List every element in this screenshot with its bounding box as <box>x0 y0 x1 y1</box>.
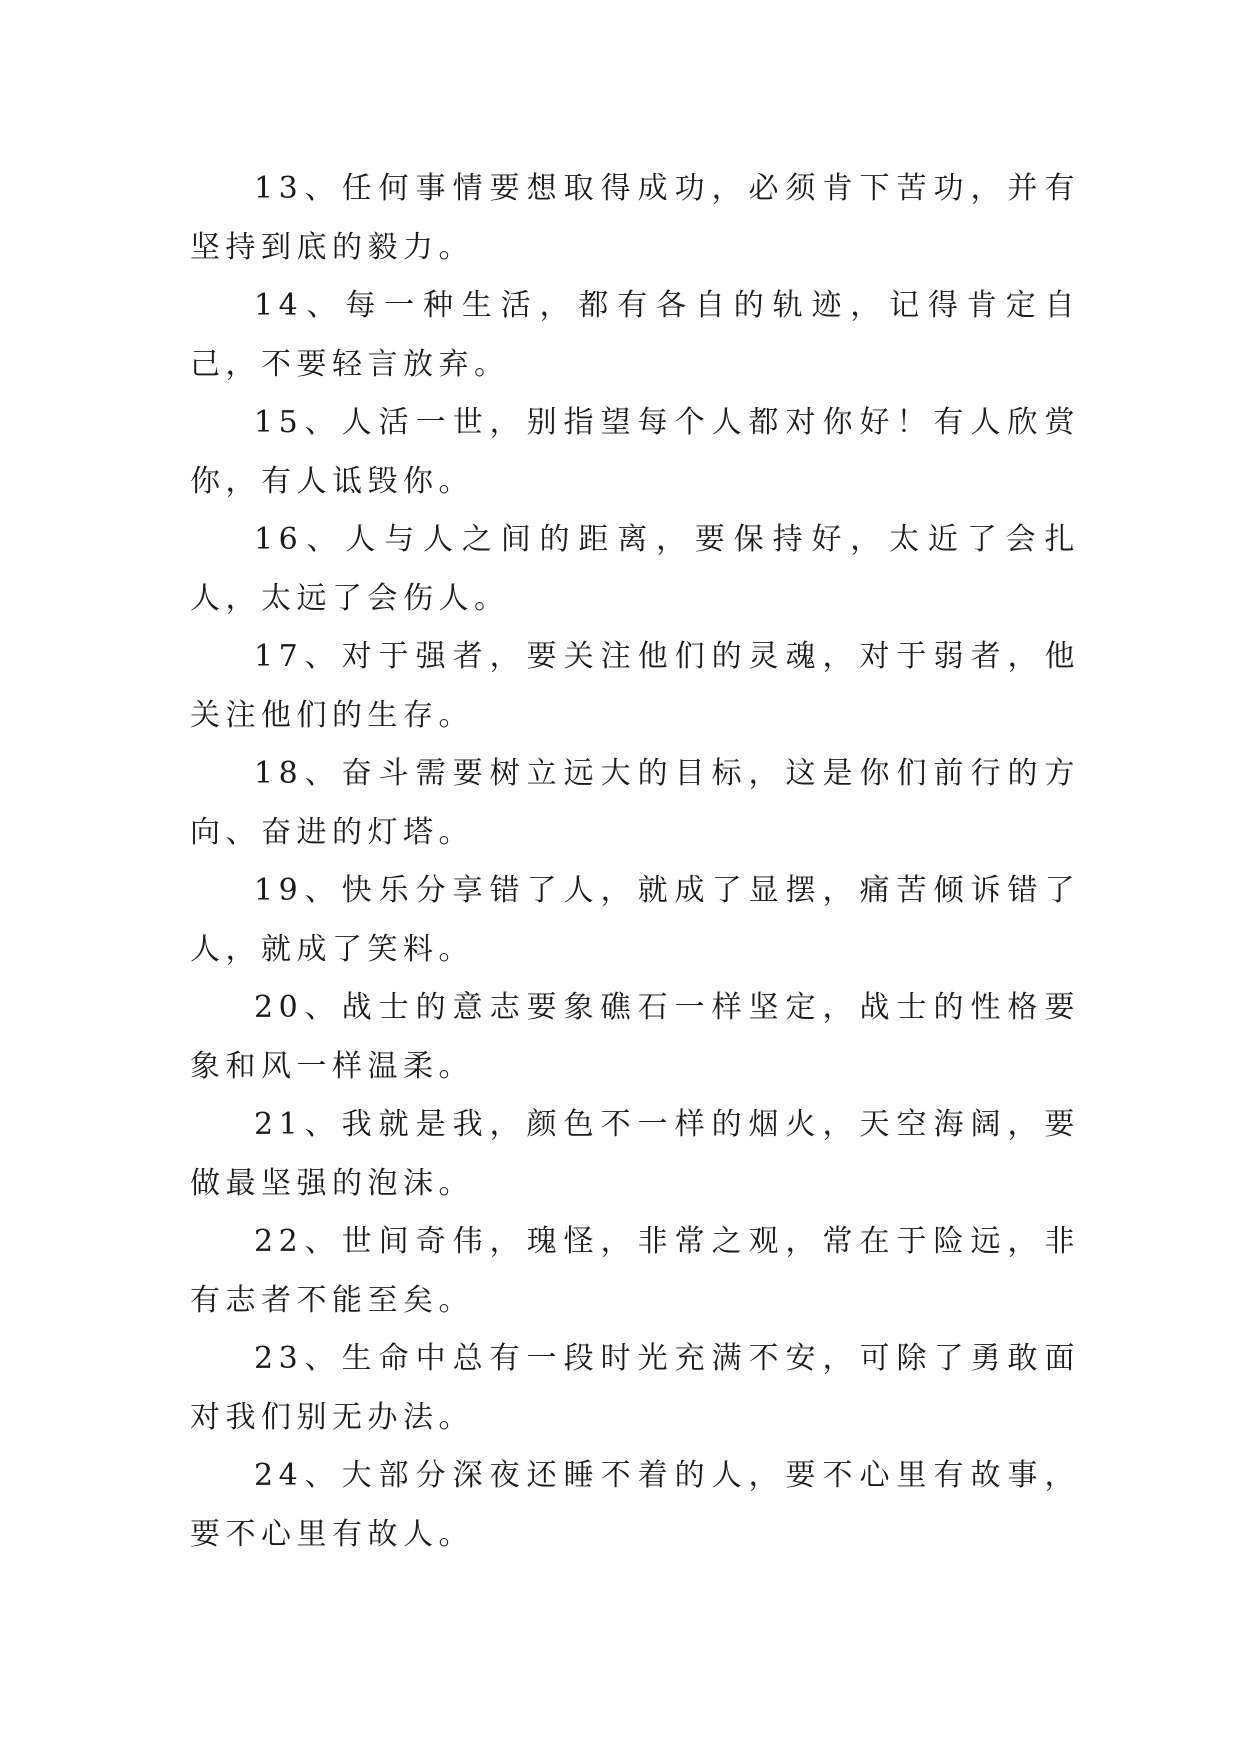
quote-paragraph-18: 18、奋斗需要树立远大的目标，这是你们前行的方向、奋进的灯塔。 <box>190 756 1080 850</box>
quote-paragraph-19: 19、快乐分享错了人，就成了显摆，痛苦倾诉错了人，就成了笑料。 <box>190 873 1080 967</box>
document-body <box>190 160 1080 1564</box>
quote-paragraph-20: 20、战士的意志要象礁石一样坚定，战士的性格要象和风一样温柔。 <box>190 990 1080 1084</box>
quote-paragraph-21: 21、我就是我，颜色不一样的烟火，天空海阔，要做最坚强的泡沫。 <box>190 1107 1080 1201</box>
quote-paragraph-15: 15、人活一世，别指望每个人都对你好！有人欣赏你，有人诋毁你。 <box>190 405 1080 499</box>
quote-paragraph-13: 13、任何事情要想取得成功，必须肯下苦功，并有坚持到底的毅力。 <box>190 171 1080 265</box>
quote-paragraph-16: 16、人与人之间的距离，要保持好，太近了会扎人，太远了会伤人。 <box>190 522 1080 616</box>
quote-paragraph-17: 17、对于强者，要关注他们的灵魂，对于弱者，他关注他们的生存。 <box>190 639 1080 733</box>
quote-paragraph-23: 23、生命中总有一段时光充满不安，可除了勇敢面对我们别无办法。 <box>190 1341 1080 1435</box>
quote-paragraph-22: 22、世间奇伟，瑰怪，非常之观，常在于险远，非有志者不能至矣。 <box>190 1224 1080 1318</box>
quote-paragraph-24: 24、大部分深夜还睡不着的人，要不心里有故事，要不心里有故人。 <box>190 1458 1080 1552</box>
quote-paragraph-14: 14、每一种生活，都有各自的轨迹，记得肯定自己，不要轻言放弃。 <box>190 288 1080 382</box>
